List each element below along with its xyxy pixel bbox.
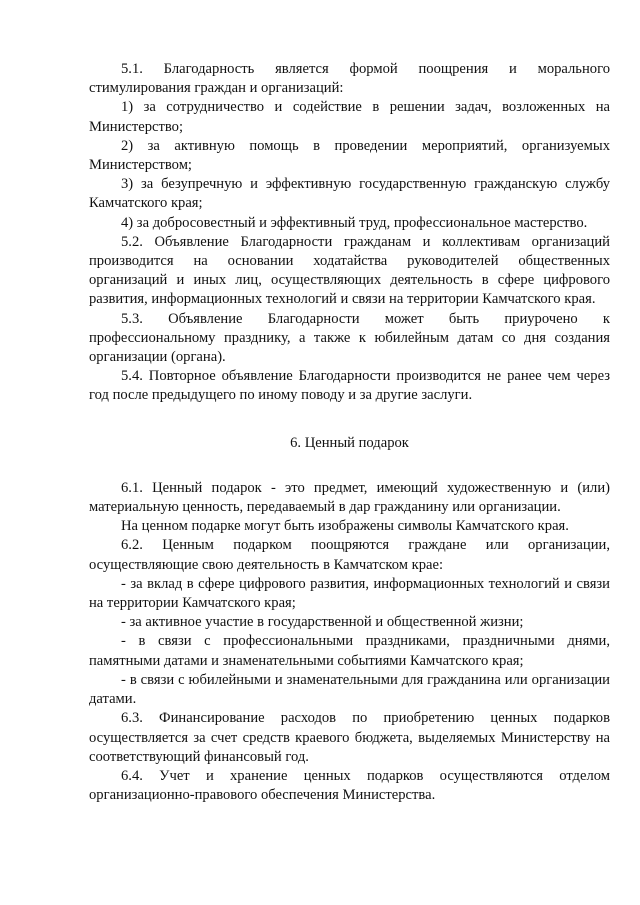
paragraph-5-2: 5.2. Объявление Благодарности гражданам и коллективам организаций производится на основании ходатайства руководителей общественных организаций и иных лиц, осуществляющих деятельность в сфере цифрового развития, информационных технологий и связи на территории Камчатского края. <box>89 233 610 308</box>
list-item-6-2-1: - за вклад в сфере цифрового развития, информационных технологий и связи на территории Камчатского края; <box>89 575 610 612</box>
list-item-6-2-2: - за активное участие в государственной и общественной жизни; <box>121 614 524 631</box>
list-item-5-1-2: 2) за активную помощь в проведении мероприятий, организуемых Министерством; <box>89 137 610 174</box>
paragraph-6-4: 6.4. Учет и хранение ценных подарков осуществляются отделом организационно-правового обеспечения Министерства. <box>89 767 610 804</box>
section-title-6: 6. Ценный подарок <box>290 434 409 451</box>
paragraph-6-1-symbols: На ценном подарке могут быть изображены символы Камчатского края. <box>121 518 569 535</box>
paragraph-6-2: 6.2. Ценным подарком поощряются граждане или организации, осуществляющие свою деятельность в Камчатском крае: <box>89 537 610 573</box>
document-page <box>89 60 610 805</box>
list-item-5-1-4: 4) за добросовестный и эффективный труд, профессиональное мастерство. <box>121 214 588 231</box>
list-item-5-1-1: 1) за сотрудничество и содействие в решении задач, возложенных на Министерство; <box>89 99 610 135</box>
list-item-6-2-3: - в связи с профессиональными праздниками, праздничными днями, памятными датами и знаменательными событиями Камчатского края; <box>89 633 610 669</box>
paragraph-6-1: 6.1. Ценный подарок - это предмет, имеющий художественную и (или) материальную ценность, передаваемый в дар гражданину или организации. <box>89 479 610 516</box>
list-item-6-2-4: - в связи с юбилейными и знаменательными для гражданина или организации датами. <box>89 671 610 708</box>
list-item-5-1-3: 3) за безупречную и эффективную государственную гражданскую службу Камчатского края; <box>89 176 610 212</box>
paragraph-5-3: 5.3. Объявление Благодарности может быть приурочено к профессиональному празднику, а также к юбилейным датам со дня создания организации (органа). <box>89 310 610 366</box>
paragraph-5-1: 5.1. Благодарность является формой поощрения и морального стимулирования граждан и организаций: <box>89 61 610 97</box>
paragraph-5-4: 5.4. Повторное объявление Благодарности производится не ранее чем через год после предыдущего по иному поводу и за другие заслуги. <box>89 368 610 404</box>
paragraph-6-3: 6.3. Финансирование расходов по приобретению ценных подарков осуществляется за счет средств краевого бюджета, выделяемых Министерству на соответствующий финансовый год. <box>89 710 610 765</box>
